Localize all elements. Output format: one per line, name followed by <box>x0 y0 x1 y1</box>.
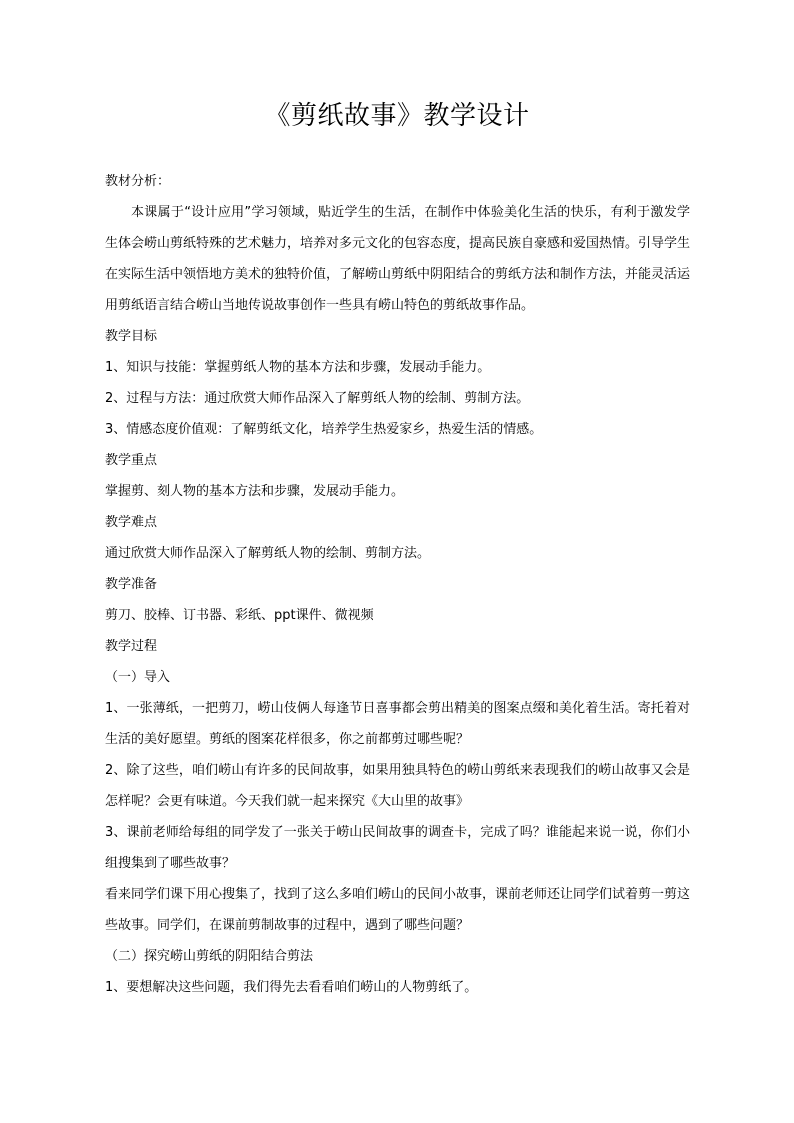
paragraph: 看来同学们课下用心搜集了，找到了这么多咱们崂山的民间小故事，课前老师还让同学们试着剪一剪这些故事。同学们，在课前剪制故事的过程中，遇到了哪些问题？ <box>105 887 691 933</box>
paragraph: 教学目标 <box>105 329 158 344</box>
paragraph: 教学重点 <box>105 453 158 468</box>
document-title: 《剪纸故事》教学设计 <box>264 101 530 131</box>
paragraph: 1、要想解决这些问题，我们得先去看看咱们崂山的人物剪纸了。 <box>105 980 478 995</box>
paragraph: 教学准备 <box>105 577 158 592</box>
paragraph: 掌握剪、刻人物的基本方法和步骤，发展动手能力。 <box>105 484 405 499</box>
paragraph: 教学难点 <box>105 515 158 530</box>
paragraph: 通过欣赏大师作品深入了解剪纸人物的绘制、剪制方法。 <box>105 546 431 561</box>
paragraph: 教学过程 <box>105 639 158 654</box>
document-body <box>105 166 690 1003</box>
paragraph: 2、除了这些，咱们崂山有许多的民间故事，如果用独具特色的崂山剪纸来表现我们的崂山故事又会是怎样呢？会更有味道。今天我们就一起来探究《大山里的故事》 <box>105 763 690 809</box>
paragraph: 3、课前老师给每组的同学发了一张关于崂山民间故事的调查卡，完成了吗？谁能起来说一说，你们小组搜集到了哪些故事？ <box>105 825 690 871</box>
paragraph: （二）探究崂山剪纸的阴阳结合剪法 <box>105 949 314 964</box>
paragraph: 1、一张薄纸，一把剪刀，崂山伎俩人每逢节日喜事都会剪出精美的图案点缀和美化着生活。寄托着对生活的美好愿望。剪纸的图案花样很多，你之前都剪过哪些呢？ <box>105 701 690 747</box>
paragraph: （一）导入 <box>105 670 171 685</box>
paragraph: 3、情感态度价值观：了解剪纸文化，培养学生热爱家乡，热爱生活的情感。 <box>105 422 543 437</box>
paragraph: 1、知识与技能：掌握剪纸人物的基本方法和步骤，发展动手能力。 <box>105 360 491 375</box>
paragraph: 教材分析： <box>105 174 171 189</box>
paragraph: 剪刀、胶棒、订书器、彩纸、ppt课件、微视频 <box>105 608 374 623</box>
paragraph: 2、过程与方法：通过欣赏大师作品深入了解剪纸人物的绘制、剪制方法。 <box>105 391 530 406</box>
paragraph: 本课属于“设计应用”学习领域，贴近学生的生活，在制作中体验美化生活的快乐，有利于激发学生体会崂山剪纸特殊的艺术魅力，培养对多元文化的包容态度，提高民族自豪感和爱国热情。引导学生在实际生活中领悟地方美术的独特价值，了解崂山剪纸中阴阳结合的剪纸方法和制作方法，并能灵活运用剪纸语言结合崂山当地传说故事创作一些具有崂山特色的剪纸故事作品。 <box>105 205 691 313</box>
